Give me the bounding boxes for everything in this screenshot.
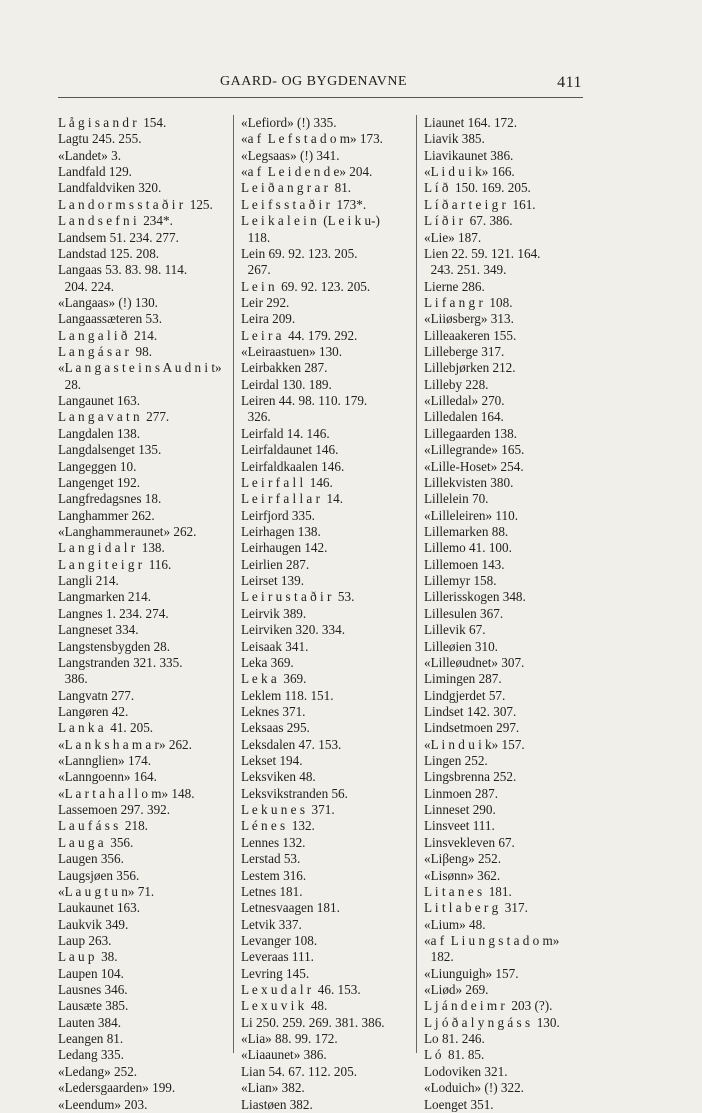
index-entry: «Lium» 48. (424, 916, 486, 932)
index-entry: Letnes 181. (241, 883, 303, 899)
index-entry: Langstensbygden 28. (58, 638, 171, 654)
index-entry: Lilledalen 164. (424, 409, 504, 425)
index-entry: L e k a 369. (241, 671, 307, 687)
index-entry: Langenget 192. (58, 474, 141, 490)
index-entry: Leklem 118. 151. (241, 687, 334, 703)
index-entry: L a n g á s a r 98. (58, 344, 152, 360)
index-column-2 (241, 115, 409, 1113)
index-entry: Leirset 139. (241, 573, 304, 589)
index-entry: Langfredagsnes 18. (58, 491, 162, 507)
index-entry: L i t a n e s 181. (424, 883, 512, 899)
index-entry: Lillekvisten 380. (424, 474, 514, 490)
index-entry: Leksaas 295. (241, 720, 310, 736)
index-entry: Langneset 334. (58, 622, 139, 638)
index-entry: Lillerisskogen 348. (424, 589, 526, 605)
index-entry: Laugen 356. (58, 851, 124, 867)
index-entry: «Lisønn» 362. (424, 867, 501, 883)
index-entry: Levring 145. (241, 965, 310, 981)
index-entry: Lilleøien 310. (424, 638, 498, 654)
index-entry: Laukaunet 163. (58, 900, 141, 916)
index-entry: 386. (58, 671, 88, 687)
index-column-1 (58, 115, 226, 1113)
index-entry: «Liiøsberg» 313. (424, 311, 514, 327)
index-entry: Lillemarken 88. (424, 523, 509, 539)
index-entry: L e x u v i k 48. (241, 998, 328, 1014)
index-entry: «Liaaunet» 386. (241, 1047, 327, 1063)
index-entry: L a n d o r m s s t a ð i r 125. (58, 196, 213, 212)
index-entry: Landsem 51. 234. 277. (58, 229, 179, 245)
index-entry: Leknes 371. (241, 703, 306, 719)
index-entry: Leirfaldaunet 146. (241, 442, 339, 458)
index-entry: «L i n d u i k» 157. (424, 736, 525, 752)
index-entry: «Lannglien» 174. (58, 753, 152, 769)
index-entry: Lillesulen 367. (424, 605, 504, 621)
index-entry: Langdalen 138. (58, 425, 141, 441)
index-entry: Leirfjord 335. (241, 507, 315, 523)
index-entry: L ó 81. 85. (424, 1047, 485, 1063)
index-entry: Limingen 287. (424, 671, 502, 687)
index-entry: Lien 22. 59. 121. 164. (424, 245, 541, 261)
index-entry: Leiren 44. 98. 110. 179. (241, 393, 368, 409)
index-entry: Landstad 125. 208. (58, 245, 160, 261)
index-entry: «Lian» 382. (241, 1080, 305, 1096)
index-entry: Leveraas 111. (241, 949, 314, 965)
column-divider (233, 115, 234, 1053)
index-entry: Langaunet 163. (58, 393, 141, 409)
index-entry: Lein 69. 92. 123. 205. (241, 245, 358, 261)
index-entry: Letvik 337. (241, 916, 302, 932)
index-entry: L i t l a b e r g 317. (424, 900, 528, 916)
index-entry: L a n d s e f n i 234*. (58, 213, 173, 229)
index-entry: «Lilleøudnet» 307. (424, 654, 525, 670)
index-entry: «Lie» 187. (424, 229, 482, 245)
index-entry: Langli 214. (58, 573, 119, 589)
index-entry: Lekset 194. (241, 753, 303, 769)
page-header (58, 74, 580, 96)
running-title: GAARD- OG BYGDENAVNE (220, 74, 408, 89)
index-column-3 (424, 115, 584, 1113)
index-entry: Langdalsenget 135. (58, 442, 162, 458)
index-entry: L e k u n e s 371. (241, 802, 335, 818)
index-entry: Leir 292. (241, 294, 290, 310)
index-entry: Lillemoen 143. (424, 556, 505, 572)
index-entry: Leirbakken 287. (241, 360, 328, 376)
index-entry: L e i r a 44. 179. 292. (241, 327, 358, 343)
index-entry: Lillemyr 158. (424, 573, 497, 589)
index-entry: L a u p 38. (58, 949, 118, 965)
index-entry: Leksvikstranden 56. (241, 785, 348, 801)
index-entry: L e i f s s t a ð i r 173*. (241, 196, 367, 212)
header-rule (58, 97, 583, 98)
index-entry: «a f L i u n g s t a d o m» (424, 932, 560, 948)
index-entry: Ledang 335. (58, 1047, 124, 1063)
index-entry: L a n g i d a l r 138. (58, 540, 165, 556)
index-entry: Langeggen 10. (58, 458, 137, 474)
index-entry: L e i r f a l l a r 14. (241, 491, 344, 507)
index-entry: Langaassæteren 53. (58, 311, 162, 327)
index-entry: Letnesvaagen 181. (241, 900, 340, 916)
index-entry: Lingen 252. (424, 753, 488, 769)
index-entry: Langøren 42. (58, 703, 129, 719)
index-entry: Leksdalen 47. 153. (241, 736, 342, 752)
index-entry: «Leiraastuen» 130. (241, 344, 343, 360)
index-entry: «L i d u i k» 166. (424, 164, 515, 180)
index-entry: Lausæte 385. (58, 998, 129, 1014)
index-entry: Laup 263. (58, 932, 112, 948)
index-entry: Loenget 351. (424, 1096, 494, 1112)
index-entry: «Lilledal» 270. (424, 393, 505, 409)
index-entry: Leka 369. (241, 654, 294, 670)
index-entry: «Liød» 269. (424, 982, 489, 998)
index-entry: L e x u d a l r 46. 153. (241, 982, 361, 998)
index-entry: L a n k a 41. 205. (58, 720, 154, 736)
index-entry: Landfald 129. (58, 164, 132, 180)
index-entry: «Ledang» 252. (58, 1063, 138, 1079)
index-entry: L j ó ð a l y n g á s s 130. (424, 1014, 560, 1030)
index-entry: «L a n g a s t e i n s A u d n i t» (58, 360, 222, 376)
index-entry: Lillebjørken 212. (424, 360, 516, 376)
index-entry: Li 250. 259. 269. 381. 386. (241, 1014, 385, 1030)
index-entry: «a f L e f s t a d o m» 173. (241, 131, 383, 147)
index-entry: Laukvik 349. (58, 916, 129, 932)
index-entry: L j á n d e i m r 203 (?). (424, 998, 553, 1014)
index-entry: «Liβeng» 252. (424, 851, 502, 867)
index-entry: Lausnes 346. (58, 982, 128, 998)
index-entry: «Lille-Hoset» 254. (424, 458, 524, 474)
index-entry: «a f L e i d e n d e» 204. (241, 164, 373, 180)
index-entry: L í ð i r 67. 386. (424, 213, 513, 229)
index-entry: Lierne 286. (424, 278, 485, 294)
index-entry: Leksviken 48. (241, 769, 316, 785)
index-entry: Linmoen 287. (424, 785, 498, 801)
index-entry: «Lilleleiren» 110. (424, 507, 518, 523)
index-entry: Langnes 1. 234. 274. (58, 605, 169, 621)
index-entry: Lagtu 245. 255. (58, 131, 142, 147)
index-entry: Liavik 385. (424, 131, 485, 147)
index-entry: L í ð 150. 169. 205. (424, 180, 531, 196)
index-entry: Langhammer 262. (58, 507, 155, 523)
index-entry: Lian 54. 67. 112. 205. (241, 1063, 357, 1079)
index-entry: Langmarken 214. (58, 589, 152, 605)
index-entry: Lennes 132. (241, 834, 306, 850)
index-entry: Lingsbrenna 252. (424, 769, 517, 785)
index-entry: «Lanngoenn» 164. (58, 769, 157, 785)
index-entry: Lillegaarden 138. (424, 425, 518, 441)
index-entry: 182. (424, 949, 454, 965)
index-entry: L a u f á s s 218. (58, 818, 148, 834)
index-entry: «L a u g t u n» 71. (58, 883, 155, 899)
index-entry: 243. 251. 349. (424, 262, 507, 278)
index-entry: L a n g a l i ð 214. (58, 327, 158, 343)
index-entry: Linsveet 111. (424, 818, 495, 834)
index-entry: Laupen 104. (58, 965, 124, 981)
index-entry: 28. (58, 376, 82, 392)
page-number: 411 (557, 74, 582, 91)
index-entry: 118. (241, 229, 271, 245)
index-entry: Lindset 142. 307. (424, 703, 517, 719)
index-entry: Leisaak 341. (241, 638, 309, 654)
index-entry: Leangen 81. (58, 1031, 124, 1047)
index-entry: L é n e s 132. (241, 818, 315, 834)
index-entry: «L a r t a h a l l o m» 148. (58, 785, 195, 801)
index-entry: Linneset 290. (424, 802, 496, 818)
index-entry: Langvatn 277. (58, 687, 135, 703)
index-entry: Leirviken 320. 334. (241, 622, 346, 638)
index-entry: Lilleby 228. (424, 376, 489, 392)
index-entry: «Legsaas» (!) 341. (241, 147, 340, 163)
index-entry: Lindsetmoen 297. (424, 720, 520, 736)
index-entry: Lillevik 67. (424, 622, 486, 638)
index-entry: Linsvekleven 67. (424, 834, 515, 850)
index-entry: Lillemo 41. 100. (424, 540, 512, 556)
index-entry: Liaunet 164. 172. (424, 115, 518, 130)
index-entry: L a n g a v a t n 277. (58, 409, 170, 425)
index-entry: Lerstad 53. (241, 851, 301, 867)
index-entry: Leirhaugen 142. (241, 540, 328, 556)
index-entry: L a u g a 356. (58, 834, 134, 850)
index-entry: Langstranden 321. 335. (58, 654, 183, 670)
index-entry: Lilleberge 317. (424, 344, 505, 360)
index-entry: L e i k a l e i n (L e i k u-) (241, 213, 380, 229)
index-entry: Lassemoen 297. 392. (58, 802, 171, 818)
index-entry: Langaas 53. 83. 98. 114. (58, 262, 188, 278)
index-entry: Leirfaldkaalen 146. (241, 458, 345, 474)
index-entry: «Lillegrande» 165. (424, 442, 525, 458)
index-entry: Lauten 384. (58, 1014, 121, 1030)
index-entry: Lo 81. 246. (424, 1031, 485, 1047)
index-entry: Lodoviken 321. (424, 1063, 508, 1079)
index-entry: «Langhammeraunet» 262. (58, 523, 197, 539)
index-entry: Leirhagen 138. (241, 523, 321, 539)
index-entry: Leirdal 130. 189. (241, 376, 332, 392)
index-entry: «Leendum» 203. (58, 1096, 148, 1112)
index-entry: L í ð a r t e i g r 161. (424, 196, 536, 212)
index-entry: «Langaas» (!) 130. (58, 294, 158, 310)
index-entry: «Loduich» (!) 322. (424, 1080, 524, 1096)
index-entry: «Liunguigh» 157. (424, 965, 519, 981)
index-entry: Lestem 316. (241, 867, 307, 883)
index-entry: Levanger 108. (241, 932, 318, 948)
index-entry: Leirvik 389. (241, 605, 307, 621)
index-entry: «Lefiord» (!) 335. (241, 115, 337, 130)
index-entry: L i f a n g r 108. (424, 294, 513, 310)
index-entry: 326. (241, 409, 271, 425)
index-entry: L e i n 69. 92. 123. 205. (241, 278, 371, 294)
index-entry: Leirfald 14. 146. (241, 425, 330, 441)
index-entry: «Ledersgaarden» 199. (58, 1080, 176, 1096)
index-entry: L å g i s a n d r 154. (58, 115, 167, 130)
index-entry: «Landet» 3. (58, 147, 121, 163)
index-entry: 204. 224. (58, 278, 115, 294)
index-entry: Lillelein 70. (424, 491, 489, 507)
index-entry: Liavikaunet 386. (424, 147, 514, 163)
index-entry: Laugsjøen 356. (58, 867, 140, 883)
index-entry: Lindgjerdet 57. (424, 687, 506, 703)
index-entry: «Lia» 88. 99. 172. (241, 1031, 338, 1047)
index-entry: L a n g i t e i g r 116. (58, 556, 172, 572)
column-divider (416, 115, 417, 1053)
index-entry: L e i ð a n g r a r 81. (241, 180, 352, 196)
index-entry: Leirlien 287. (241, 556, 310, 572)
index-entry: Leira 209. (241, 311, 296, 327)
index-entry: Lilleaakeren 155. (424, 327, 517, 343)
index-entry: Liastøen 382. (241, 1096, 313, 1112)
index-entry: L e i r f a l l 146. (241, 474, 333, 490)
index-entry: 267. (241, 262, 271, 278)
index-entry: L e i r u s t a ð i r 53. (241, 589, 355, 605)
index-entry: Landfaldviken 320. (58, 180, 162, 196)
index-entry: «L a n k s h a m a r» 262. (58, 736, 192, 752)
